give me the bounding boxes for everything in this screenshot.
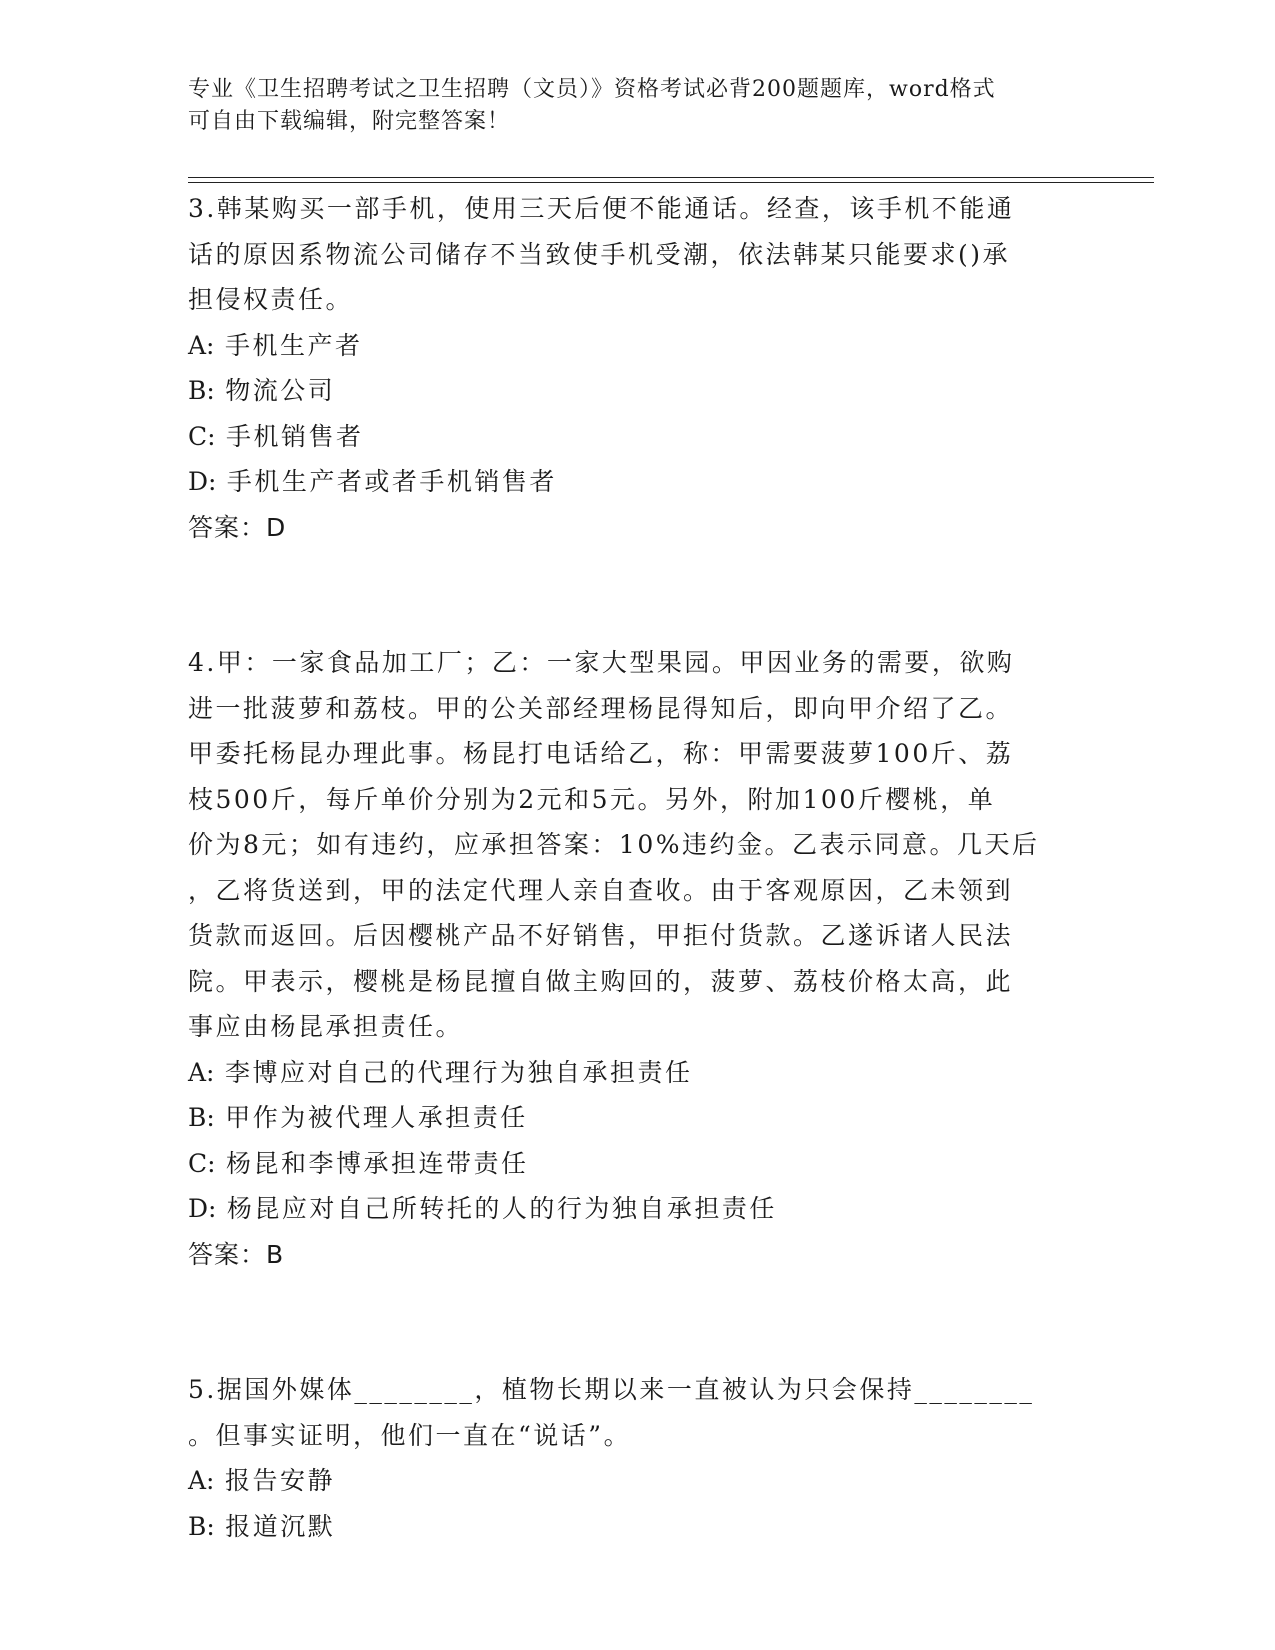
question-text-line: 3.韩某购买一部手机，使用三天后便不能通话。经查，该手机不能通 (188, 194, 1015, 223)
question-text-line: 枝500斤，每斤单价分别为2元和5元。另外，附加100斤樱桃，单 (188, 784, 996, 814)
option-d: D: 杨昆应对自己所转托的人的行为独自承担责任 (188, 1194, 777, 1223)
question-text-line: 担侵权责任。 (188, 285, 354, 314)
question-5-stem (188, 1367, 1068, 1458)
question-text-line: 院。甲表示，樱桃是杨昆擅自做主购回的，菠萝、荔枝价格太高，此 (188, 966, 1014, 996)
question-text-line: 话的原因系物流公司储存不当致使手机受潮，依法韩某只能要求()承 (188, 239, 1011, 269)
option-a: A: 李博应对自己的代理行为独自承担责任 (188, 1057, 693, 1087)
option-b: B: 甲作为被代理人承担责任 (188, 1103, 528, 1132)
header-divider-top (188, 177, 1154, 178)
question-4-stem (188, 640, 1068, 1050)
header-divider-bottom (188, 182, 1154, 183)
question-text-line: 进一批菠萝和荔枝。甲的公关部经理杨昆得知后，即向甲介绍了乙。 (188, 693, 1014, 723)
option-b: B: 报道沉默 (188, 1511, 336, 1541)
question-text-line: 4.甲：一家食品加工厂；乙：一家大型果园。甲因业务的需要，欲购 (188, 648, 1015, 677)
option-b: B: 物流公司 (188, 376, 336, 405)
question-3-stem (188, 186, 1068, 323)
question-text-line: 甲委托杨昆办理此事。杨昆打电话给乙，称：甲需要菠萝100斤、荔 (188, 739, 1014, 768)
option-d: D: 手机生产者或者手机销售者 (188, 467, 557, 496)
question-4 (188, 640, 1068, 1277)
question-text-line: 。但事实证明，他们一直在“说话”。 (188, 1420, 632, 1450)
question-list (188, 186, 1068, 1549)
option-a: A: 手机生产者 (188, 330, 363, 360)
header-title-line-1: 专业《卫生招聘考试之卫生招聘（文员）》资格考试必背200题题库，word格式 (188, 77, 996, 102)
question-5 (188, 1367, 1068, 1549)
answer-label: 答案：B (188, 1239, 285, 1269)
option-a: A: 报告安静 (188, 1466, 335, 1495)
question-spacer (188, 550, 1068, 640)
question-3 (188, 186, 1068, 550)
question-text-line: 5.据国外媒体________，植物长期以来一直被认为只会保持________ (188, 1375, 1035, 1404)
question-text-line: ，乙将货送到，甲的法定代理人亲自查收。由于客观原因，乙未领到 (188, 875, 1014, 905)
option-c: C: 手机销售者 (188, 421, 364, 451)
answer-label: 答案：D (188, 512, 287, 542)
document-header (188, 74, 1068, 138)
option-c: C: 杨昆和李博承担连带责任 (188, 1148, 529, 1178)
question-spacer (188, 1277, 1068, 1367)
question-text-line: 事应由杨昆承担责任。 (188, 1012, 464, 1041)
question-text-line: 货款而返回。后因樱桃产品不好销售，甲拒付货款。乙遂诉诸人民法 (188, 921, 1014, 950)
header-title-line-2: 可自由下载编辑，附完整答案！ (188, 109, 511, 134)
question-text-line: 价为8元；如有违约，应承担答案：10%违约金。乙表示同意。几天后 (188, 830, 1040, 859)
